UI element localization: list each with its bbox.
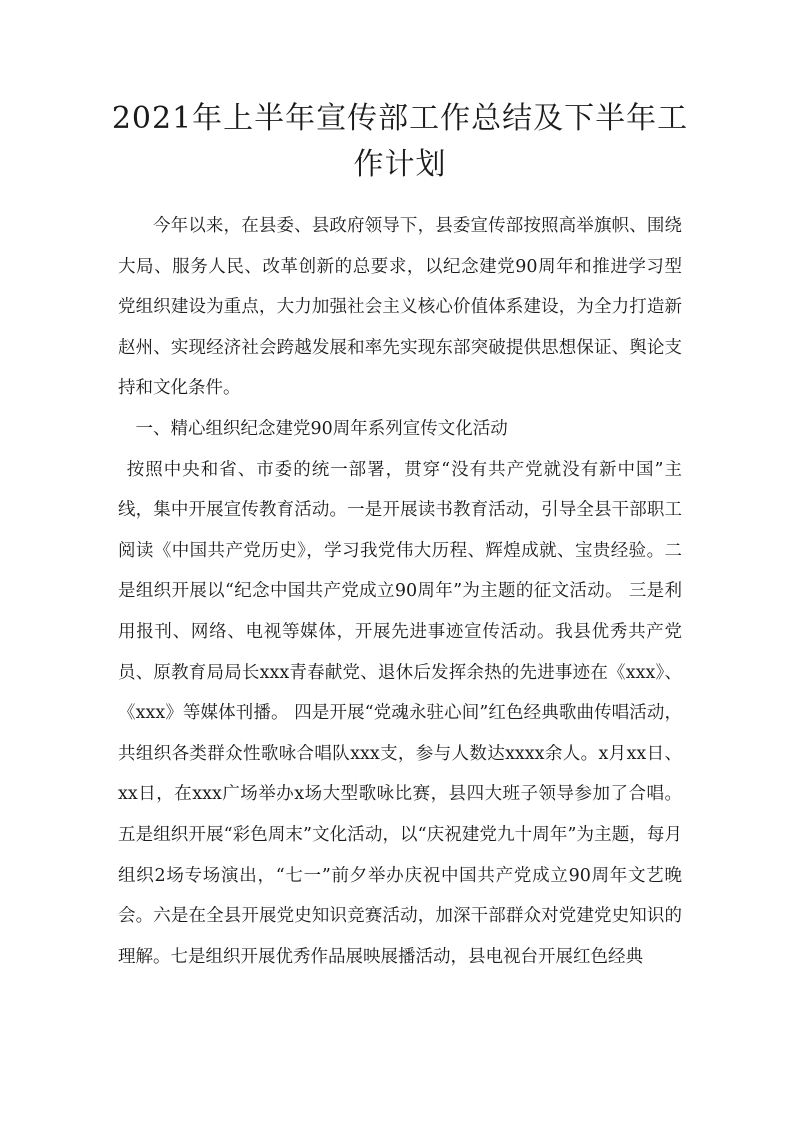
document-title — [100, 96, 700, 188]
document-body — [118, 206, 682, 977]
section-heading-1: 一、精心组织纪念建党90周年系列宣传文化活动 — [135, 418, 508, 439]
title-line-2: 作计划 — [353, 147, 447, 182]
section-1-paragraph: 按照中央和省、市委的统一部署，贯穿“没有共产党就没有新中国”主线，集中开展宣传教育活动。一是开展读书教育活动，引导全县干部职工阅读《中国共产党历史》，学习我党伟大历程、辉煌成就、宝贵经验。二是组织开展以“纪念中国共产党成立90周年”为主题的征文活动。 三是利用报刊、网络、电视等媒体，开展先进事迹宣传活动。我县优秀共产党员、原教育局局长xxx青春献党、退休后发挥余热的先进事迹在《xxx》、《xxx》等媒体刊播。 四是开展“党魂永驻心间”红色经典歌曲传唱活动，共组织各类群众性歌咏合唱队xxx支，参与人数达xxxx余人。x月xx日、xx日，在xxx广场举办x场大型歌咏比赛，县四大班子领导参加了合唱。 五是组织开展“彩色周末”文化活动，以“庆祝建党九十周年”为主题，每月组织2场专场演出，“七一”前夕举办庆祝中国共产党成立90周年文艺晚会。六是在全县开展党史知识竞赛活动，加深干部群众对党建党史知识的理解。七是组织开展优秀作品展映展播活动，县电视台开展红色经典 — [118, 459, 682, 967]
intro-paragraph: 今年以来，在县委、县政府领导下，县委宣传部按照高举旗帜、围绕大局、服务人民、改革创新的总要求，以纪念建党90周年和推进学习型党组织建设为重点，大力加强社会主义核心价值体系建设，为全力打造新赵州、实现经济社会跨越发展和率先实现东部突破提供思想保证、舆论支持和文化条件。 — [118, 216, 682, 399]
title-line-1: 2021年上半年宣传部工作总结及下半年工 — [111, 101, 689, 136]
